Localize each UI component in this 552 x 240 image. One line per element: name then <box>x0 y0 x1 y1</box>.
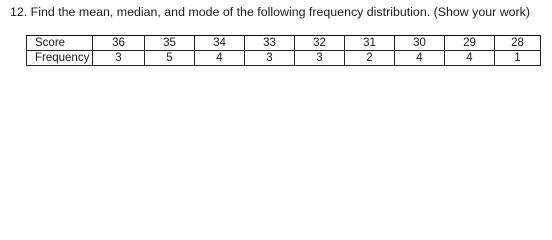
frequency-cell: 4 <box>395 51 445 66</box>
score-row <box>27 36 541 51</box>
question-text: 12. Find the mean, median, and mode of the following frequency distribution. (Show your work) <box>10 5 530 19</box>
score-cell: 28 <box>495 36 541 51</box>
frequency-cell: 3 <box>93 51 145 66</box>
score-cell: 29 <box>445 36 495 51</box>
frequency-row-header: Frequency <box>27 51 93 66</box>
frequency-cell: 4 <box>195 51 245 66</box>
frequency-row <box>27 51 541 66</box>
score-cell: 34 <box>195 36 245 51</box>
frequency-cell: 3 <box>295 51 345 66</box>
frequency-cell: 3 <box>245 51 295 66</box>
score-cell: 36 <box>93 36 145 51</box>
frequency-cell: 4 <box>445 51 495 66</box>
score-cell: 31 <box>345 36 395 51</box>
frequency-cell: 5 <box>145 51 195 66</box>
score-cell: 30 <box>395 36 445 51</box>
score-cell: 33 <box>245 36 295 51</box>
frequency-cell: 2 <box>345 51 395 66</box>
score-row-header: Score <box>27 36 93 51</box>
score-cell: 35 <box>145 36 195 51</box>
frequency-table <box>26 35 541 66</box>
score-cell: 32 <box>295 36 345 51</box>
frequency-cell: 1 <box>495 51 541 66</box>
